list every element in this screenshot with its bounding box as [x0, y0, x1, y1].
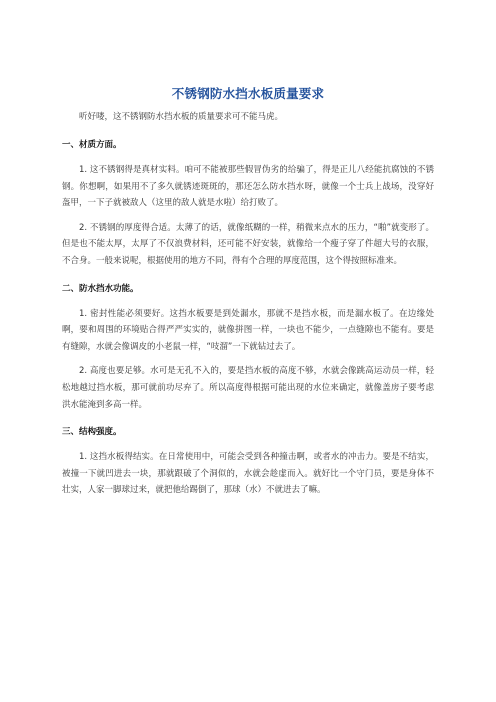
section-paragraph: 2. 高度也要足够。水可是无孔不入的，要是挡水板的高度不够，水就会像跳高运动员一样，轻松地越过挡水板，那可就前功尽弃了。所以高度得根据可能出现的水位来确定，就像盖房子要考虑洪水能淹到多高一样。	[62, 366, 434, 410]
section-heading: 一、材质方面。	[62, 140, 122, 150]
section-material	[62, 137, 434, 270]
section-structure	[62, 424, 434, 499]
section-heading: 三、结构强度。	[62, 427, 122, 438]
intro-paragraph: 听好喽，这不锈钢防水挡水板的质量要求可不能马虎。	[79, 112, 284, 122]
document-title: 不锈钢防水挡水板质量要求	[171, 86, 325, 101]
document-page	[62, 0, 434, 499]
section-heading: 二、防水挡水功能。	[62, 283, 139, 294]
section-paragraph: 1. 这挡水板得结实。在日常使用中，可能会受到各种撞击啊，或者水的冲击力。要是不结实，被撞一下就凹进去一块，那就跟破了个洞似的，水就会趁虚而入。就好比一个守门员，要是身体不壮实，人家一脚球过来，就把他给踢倒了，那球（水）不就进去了嘛。	[62, 452, 434, 496]
section-waterproof	[62, 281, 434, 414]
section-paragraph: 1. 密封性能必须要好。这挡水板要是到处漏水，那就不是挡水板，而是漏水板了。在边缘处啊，要和周围的环境贴合得严严实实的，就像拼图一样，一块也不能少，一点缝隙也不能有。要是有缝隙，水就会像调皮的小老鼠一样，“吱溜”一下就钻过去了。	[62, 308, 434, 352]
section-paragraph: 2. 不锈钢的厚度得合适。太薄了的话，就像纸糊的一样，稍微来点水的压力，“啪”就变形了。但是也不能太厚，太厚了不仅浪费材料，还可能不好安装，就像给一个瘦子穿了件超大号的衣服，不合身。一般来说呢，根据使用的地方不同，得有个合理的厚度范围，这个得按照标准来。	[62, 222, 434, 266]
section-paragraph: 1. 这不锈钢得是真材实料。咱可不能被那些假冒伪劣的给骗了，得是正儿八经能抗腐蚀的不锈钢。你想啊，如果用不了多久就锈迹斑斑的，那还怎么防水挡水呀，就像一个士兵上战场，没穿好盔甲，一下子就被敌人（这里的敌人就是水啦）给打败了。	[62, 165, 434, 209]
